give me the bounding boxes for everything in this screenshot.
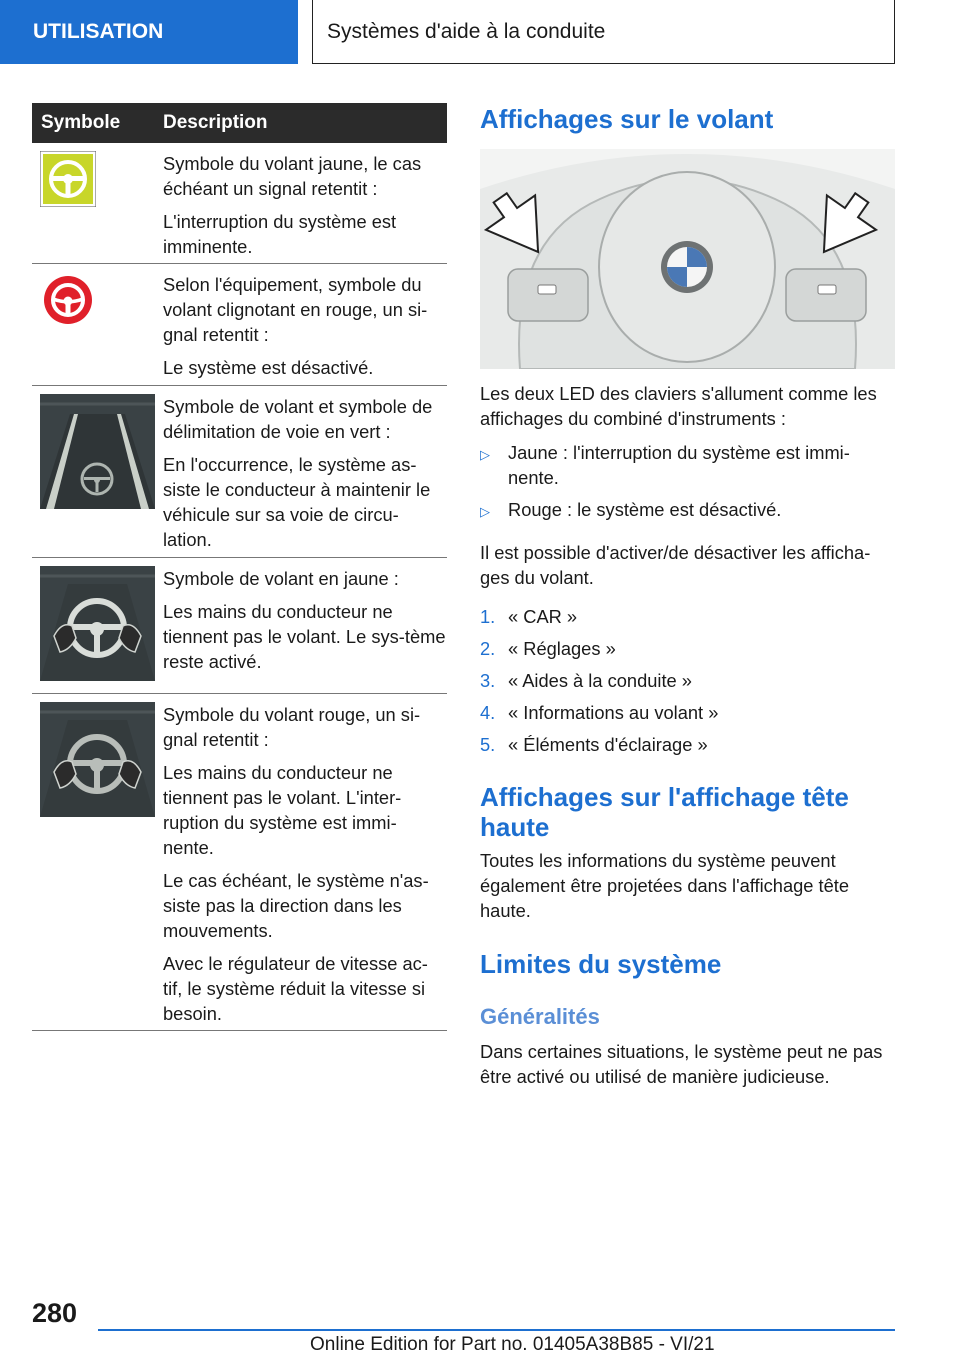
steering-wheel-photo (480, 149, 895, 369)
chapter-header (312, 0, 895, 64)
bullet-red: Rouge : le système est désactivé. (508, 499, 782, 520)
step-number: 2. (480, 638, 496, 659)
heading-volant: Affichages sur le volant (480, 104, 774, 134)
row4-p2: Les mains du conducteur ne tiennent pas le volant. Le sys-tème reste activé. (163, 601, 446, 672)
chapter-label: Systèmes d'aide à la conduite (327, 19, 606, 43)
list-item (480, 732, 895, 764)
header-description: Description (163, 112, 268, 133)
list-item (480, 497, 895, 524)
table-row (32, 264, 447, 386)
activate-paragraph: Il est possible d'activer/de désactiver les afficha-ges du volant. (480, 542, 871, 588)
list-item (480, 700, 895, 732)
row1-p1: Symbole du volant jaune, le cas échéant un signal retentit : (163, 153, 422, 199)
list-item (480, 604, 895, 636)
table-row (32, 386, 447, 558)
table-row (32, 143, 447, 264)
row2-p2: Le système est désactivé. (163, 357, 374, 378)
edition-text: Online Edition for Part no. 01405A38B85 - VI/21 (310, 1334, 715, 1355)
step-text: « Réglages » (508, 638, 616, 659)
section-tab (0, 0, 298, 64)
row3-p1: Symbole de volant et symbole de délimitation de voie en vert : (163, 396, 433, 442)
lane-wheel-green-icon (40, 394, 155, 509)
steps-list (480, 604, 895, 764)
step-number: 1. (480, 606, 496, 627)
row1-p2: L'interruption du système est imminente. (163, 211, 397, 257)
list-item (480, 668, 895, 700)
heading-hud: Affichages sur l'affichage tête haute (480, 782, 849, 842)
bullet-marker: ▷ (480, 504, 490, 519)
list-item (480, 636, 895, 668)
footer-divider (98, 1329, 895, 1331)
general-paragraph: Dans certaines situations, le système peut ne pas être activé ou utilisé de manière judicieuse. (480, 1041, 883, 1087)
step-number: 4. (480, 702, 496, 723)
step-number: 5. (480, 734, 496, 755)
step-text: « Informations au volant » (508, 702, 719, 723)
step-number: 3. (480, 670, 496, 691)
step-text: « Éléments d'éclairage » (508, 734, 708, 755)
hands-off-yellow-icon (40, 566, 155, 681)
row2-p1: Selon l'équipement, symbole du volant clignotant en rouge, un si-gnal retentit : (163, 274, 428, 345)
row5-p1: Symbole du volant rouge, un si-gnal retentit : (163, 704, 421, 750)
steering-wheel-yellow-icon (40, 151, 96, 207)
table-row (32, 694, 447, 1031)
list-item (480, 440, 895, 497)
step-text: « CAR » (508, 606, 578, 627)
hands-off-red-icon (40, 702, 155, 817)
table-row (32, 558, 447, 694)
step-text: « Aides à la conduite » (508, 670, 692, 691)
table-header (32, 103, 447, 143)
section-label: UTILISATION (33, 20, 164, 43)
header-symbol: Symbole (41, 112, 121, 133)
bullet-list (480, 440, 895, 524)
row5-p4: Avec le régulateur de vitesse ac-tif, le système réduit la vitesse si besoin. (163, 953, 428, 1024)
bullet-yellow: Jaune : l'interruption du système est immi-nente. (508, 442, 850, 488)
page-number: 280 (32, 1298, 78, 1328)
row5-p3: Le cas échéant, le système n'as-siste pas la direction dans les mouvements. (163, 870, 429, 941)
row4-p1: Symbole de volant en jaune : (163, 568, 399, 589)
row3-p2: En l'occurrence, le système as-siste le conducteur à maintenir le véhicule sur sa voie de circu-lation. (163, 454, 431, 550)
steering-wheel-red-icon (40, 272, 96, 328)
bullet-marker: ▷ (480, 447, 490, 462)
heading-general: Généralités (480, 1004, 600, 1029)
row5-p2: Les mains du conducteur ne tiennent pas le volant. L'inter-ruption du système est immi-nente. (163, 762, 402, 858)
hud-paragraph: Toutes les informations du système peuvent également être projetées dans l'affichage tête haute. (480, 850, 850, 921)
symbol-table (32, 103, 447, 1031)
leds-paragraph: Les deux LED des claviers s'allument comme les affichages du combiné d'instruments : (480, 383, 877, 429)
heading-volant-wrap (480, 104, 895, 134)
heading-limits: Limites du système (480, 949, 722, 979)
